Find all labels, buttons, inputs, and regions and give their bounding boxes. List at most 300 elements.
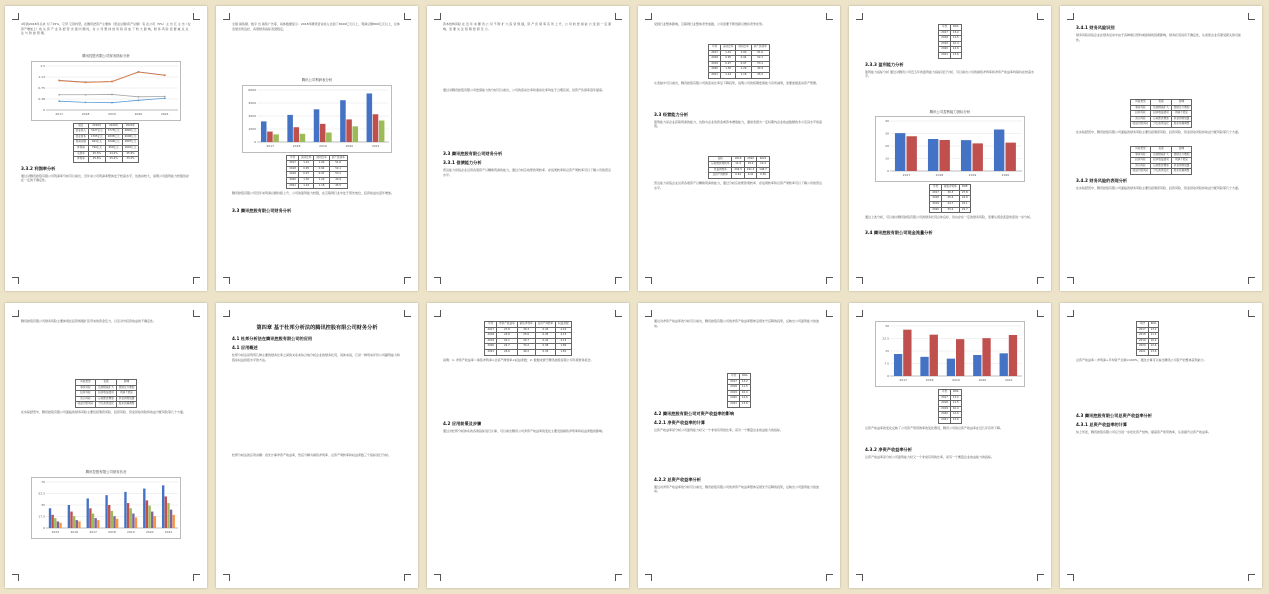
table-cell: 148.7 [757, 167, 769, 173]
table-cell: 0.43 [535, 327, 556, 333]
table-cell: 股东预期调整 [1171, 169, 1192, 175]
y-tick-label: 30 [885, 131, 889, 136]
y-tick-label: 4500 [248, 100, 256, 105]
bar [267, 131, 273, 141]
table-header-cell: 速动比率 [736, 45, 751, 51]
table-cell: 2020 [485, 344, 497, 350]
table-cell: 13.6 [739, 401, 750, 407]
table-cell: 收益分配风险 [75, 402, 96, 408]
table-header-cell: ROA [950, 390, 961, 396]
table-header-cell: 2020年 [122, 123, 139, 129]
table-header-cell: 表现 [1151, 100, 1172, 106]
y-tick-label: 40 [885, 119, 889, 124]
data-table [708, 44, 769, 79]
page-10 [638, 303, 840, 588]
bar [947, 359, 955, 376]
paragraph: 盈利能力指标分析 通过对腾讯公司近五年的盈利能力指标进行分析，可以看出公司的销售净利率和净资产收益率均保持在较高水平。 [865, 69, 1034, 79]
data-point [164, 95, 166, 97]
table-cell: 偿债压力增加 [1171, 152, 1192, 158]
table-cell: 51.6 [329, 161, 347, 167]
table-cell: 净利润 [73, 145, 88, 151]
y-tick-label: 20 [885, 144, 889, 149]
section-heading: 4.3.2 净资产收益率分析 [865, 446, 912, 452]
table-cell: 1.30 [720, 67, 735, 73]
table-cell: 52.1 [329, 166, 347, 172]
table-cell: 2021 [939, 417, 951, 423]
table-row [75, 402, 137, 408]
data-point [58, 100, 60, 102]
x-tick-label: 2021 [371, 143, 380, 148]
section-heading: 4.2 应用前景及步骤 [443, 420, 482, 426]
table-cell: 营运风险 [75, 396, 96, 402]
table-cell: 资金周转放缓 [1171, 116, 1192, 122]
table-cell: 25.6% [88, 157, 105, 163]
data-point [111, 80, 113, 82]
document-spread [5, 6, 1264, 588]
section-heading: 3.3 腾讯控股有限公司财务分析 [232, 208, 292, 214]
page-9 [427, 303, 629, 588]
table-cell: 13.6 [1148, 349, 1159, 355]
table-header-cell: 速动比率 [314, 155, 329, 161]
table-cell: 1.30 [298, 177, 313, 183]
bar [111, 510, 113, 527]
section-heading: 3.3.1 偿债能力分析 [443, 160, 482, 165]
x-tick-label: 2015 [51, 529, 60, 534]
table-cell: 24.8 [497, 333, 518, 339]
data-table [727, 373, 750, 408]
table-cell: 2017 [287, 161, 299, 167]
table-cell: 4820亿元 [122, 129, 139, 135]
bar [127, 503, 129, 528]
table-row [930, 201, 970, 207]
bar [173, 514, 175, 527]
table-cell: 45.5 [329, 183, 347, 189]
table-cell: 1.00 [314, 161, 329, 167]
x-tick-label: 2021 [160, 111, 169, 116]
table-header-cell: 总资产周转率 [535, 322, 556, 328]
paragraph: 财务风险是指企业在财务活动中由于各种难以预料或控制的因素影响，财务状况具有不确定性，从而使企业有蒙受损失的可能性。 [1076, 33, 1242, 42]
table-cell: 12.6 [1148, 344, 1159, 350]
bar [143, 488, 145, 527]
paragraph: 盈利能力是企业获取利润的能力，也称为企业的资金或资本增值能力，通常表现为一定时期内企业收益数额的多少及其水平的高低。 [654, 119, 823, 129]
table-cell: 2017 [1137, 327, 1149, 333]
x-tick-label: 2017 [89, 529, 97, 534]
paragraph: 营运能力是指企业运用各项资产以赚取利润的能力，通过分析应收账款周转率、存货周转率和总资产周转率可以了解公司的营运水平。 [443, 168, 612, 177]
bar [956, 339, 964, 376]
x-tick-label: 2020 [1001, 173, 1010, 178]
paragraph: 腾讯控股有限公司近年来利润总额持续上升，公司的盈利能力较强，在互联网行业中处于领先地位，投资收益也逐年增加。 [232, 191, 395, 196]
bar-chart-roa-roe [875, 321, 1025, 387]
table-header-cell: 表现 [1151, 146, 1172, 152]
table-cell: 2018 [485, 333, 497, 339]
table-cell: 2020 [930, 207, 942, 213]
y-tick-label: 1.5 [40, 63, 45, 68]
paragraph: 通过上述分析，可以看出腾讯控股有限公司的财务状况总体良好，但也存在一定的财务风险，需要从现金流量角度进一步分析。 [865, 215, 1034, 220]
paragraph: 综上所述，腾讯控股有限公司应当进一步优化资产结构，提高资产使用效率，从而提升总资产收益率。 [1076, 429, 1212, 434]
table-cell: 2017 [930, 190, 942, 196]
paragraph: 营运能力是指企业运用各项资产以赚取利润的能力，通过分析应收账款周转率、存货周转率和总资产周转率可以了解公司的营运水平。 [654, 180, 823, 190]
table-cell: 2.10 [556, 327, 571, 333]
table-cell: 44.9 [751, 67, 769, 73]
y-tick-label: 0 [43, 525, 45, 530]
table-cell: 2019 [939, 41, 951, 47]
y-tick-label: 52.5 [38, 491, 45, 496]
data-point [58, 79, 60, 81]
table-header-cell: 年份 [485, 322, 497, 328]
table-cell: 1.18 [736, 72, 751, 78]
table-cell: 应收账款增加 [96, 396, 117, 402]
table-header-cell: ROA [739, 374, 750, 380]
bar [373, 114, 379, 142]
table-cell: 营业收入 [73, 129, 88, 135]
table-cell: 存货周转率 [709, 167, 732, 173]
bar [132, 513, 134, 527]
bar [973, 144, 983, 172]
paragraph: 通过对净资产收益率的分析可以看出，腾讯控股有限公司的净资产收益率整体呈现先升后降的趋势，反映出公司盈利能力的波动。 [654, 319, 820, 328]
table-header-cell: 表现 [96, 380, 117, 386]
table-header-row [1130, 146, 1192, 152]
bar [124, 491, 126, 527]
table-header-cell: 指标 [709, 156, 732, 162]
bar [146, 500, 148, 528]
table-cell: 0.95 [720, 56, 735, 62]
table-cell: 投资收益波动 [1151, 111, 1172, 117]
table-cell: 2017 [709, 50, 721, 56]
table-cell: 1.01 [298, 161, 313, 167]
table-cell: 2018 [709, 56, 721, 62]
table-row [75, 391, 137, 397]
table-cell: 2.15 [556, 333, 571, 339]
table-header-cell: 资产负债率 [751, 45, 769, 51]
x-tick-label: 2019 [968, 173, 977, 178]
data-point [58, 93, 60, 95]
section-heading: 3.3 经营能力分析 [654, 111, 689, 117]
bar [78, 521, 80, 528]
page-6 [1060, 6, 1262, 291]
table-row [1130, 105, 1192, 111]
table-cell: 1096亿元 [105, 140, 122, 146]
table-cell: 应收账款增加 [1151, 116, 1172, 122]
table-cell: 2020 [728, 396, 740, 402]
x-tick-label: 2017 [55, 111, 64, 116]
table-cell: 2017 [939, 395, 951, 401]
table-cell: 2020 [1137, 344, 1149, 350]
table-cell: 股东预期调整 [116, 402, 137, 408]
table-cell: 204.5 [732, 167, 744, 173]
chart-title: 腾讯控股有限公司财务状况 [85, 469, 127, 474]
table-cell: 筹资风险 [1130, 105, 1151, 111]
bar [87, 498, 89, 528]
bar [162, 485, 164, 528]
data-table [1130, 99, 1193, 128]
table-cell: 0.34 [535, 349, 556, 355]
table-row [73, 157, 139, 163]
section-heading: 4.2.1 净资产收益率的计算 [654, 419, 706, 425]
table-header-cell: 净资产收益率 [497, 322, 518, 328]
y-tick-label: 3000 [248, 113, 256, 118]
y-tick-label: 6000 [248, 87, 256, 92]
section-heading: 4.2 腾讯控股有限公司对资产收益率的影响 [654, 410, 735, 416]
chart-title: 腾讯控股有限公司财务指标分析 [82, 54, 130, 58]
x-tick-label: 2021 [1004, 378, 1013, 382]
bar [261, 121, 267, 142]
table-cell: 1.19 [298, 183, 313, 189]
data-point [138, 95, 140, 97]
bar [68, 505, 70, 528]
bar [973, 355, 981, 376]
bar [907, 136, 917, 171]
table-row [1130, 163, 1192, 169]
page-12 [1060, 303, 1262, 588]
table-header-cell: 风险类型 [1130, 100, 1151, 106]
bar [167, 503, 169, 528]
table-row [1130, 122, 1192, 128]
data-point [85, 81, 87, 83]
table-cell: 2019 [287, 172, 299, 178]
table-header-cell: 流动比率 [298, 155, 313, 161]
table-cell: 10.4 [739, 390, 750, 396]
table-cell: 53.1 [329, 172, 347, 178]
paragraph: 杜邦分析法是利用几种主要的财务比率之间的关系来综合地分析企业的财务状况，具体来说，它是一种用来评价公司赢利能力和股东权益回报水平的方法。 [232, 353, 401, 362]
table-cell: 利润不稳定 [1171, 158, 1192, 164]
y-tick-label: 7.5 [884, 361, 889, 366]
table-cell: 24.6 [497, 349, 518, 355]
paragraph: 在实际经营中，腾讯控股有限公司面临的财务风险主要包括筹资风险、投资风险、资金回收风险和收益分配风险等几个方面。 [1076, 185, 1242, 190]
x-tick-label: 2018 [108, 529, 116, 534]
paragraph: 全国 销售额、数字 出 销售广告等，具体数据显示：2018年腾讯营业收入达到了3000亿元以上，利润总额800亿元以上，总体发展态势良好，各项财务指标表现稳定。 [232, 22, 400, 31]
table-cell: 2.13 [556, 338, 571, 344]
table-cell: 22.7 [497, 344, 518, 350]
y-tick-label: 15 [885, 349, 889, 353]
table-cell: 筹资风险 [1130, 152, 1151, 158]
table-cell: 2095亿元 [105, 134, 122, 140]
table-cell: 27.8 [959, 190, 970, 196]
data-table [929, 184, 970, 213]
table-cell: 22.1 [959, 201, 970, 207]
bar [76, 520, 78, 528]
y-tick-label: 17.5 [38, 514, 45, 519]
table-row [709, 167, 769, 173]
table-header-cell: 年份 [728, 374, 740, 380]
x-tick-label: 2020 [345, 143, 354, 148]
table-row [1130, 169, 1192, 175]
table-header-row [930, 185, 970, 191]
bar [1006, 143, 1016, 171]
table-header-cell: 年份 [709, 45, 721, 51]
table-row [728, 401, 750, 407]
bar [300, 133, 306, 141]
section-heading: 3.4.2 财务风险的表现分析 [1076, 177, 1128, 183]
page-3 [427, 6, 629, 291]
paragraph: 总资产收益率＝净利润÷平均资产总额×100%，通过计算可以看出腾讯公司资产的整体获利能力。 [1076, 357, 1207, 362]
bar [105, 495, 107, 528]
table-row [930, 190, 970, 196]
data-table [75, 379, 138, 408]
bar [320, 123, 326, 141]
bar [294, 127, 300, 142]
y-tick-label: 1500 [248, 126, 256, 131]
x-tick-label: 2020 [145, 529, 154, 534]
bar [154, 516, 156, 528]
table-cell: 10.4 [1148, 338, 1159, 344]
table-cell: 分红政策变化 [1151, 169, 1172, 175]
table-row [1137, 349, 1159, 355]
table-cell: 1705亿元 [88, 134, 105, 140]
data-table [73, 123, 140, 163]
table-header-cell: 2020 [744, 156, 756, 162]
table-cell: 1.18 [314, 183, 329, 189]
table-cell: 44.9 [329, 177, 347, 183]
table-cell: 利润不稳定 [116, 391, 137, 397]
x-tick-label: 2017 [902, 173, 911, 178]
table-cell: 2018 [287, 166, 299, 172]
data-table [1136, 321, 1159, 356]
table-cell: 25.6 [517, 333, 535, 339]
chart-title: 腾讯公司盈利能力指标分析 [929, 109, 971, 114]
bar [895, 133, 905, 171]
table-cell: 13.6 [950, 52, 961, 58]
data-table [938, 24, 961, 59]
bar [961, 140, 971, 171]
x-tick-label: 2019 [108, 111, 116, 116]
bar [928, 139, 938, 171]
table-cell: 2020 [287, 177, 299, 183]
table-cell: 30.3 [941, 190, 959, 196]
table-header-cell: 2018年 [88, 123, 105, 129]
table-cell: 27.8 [497, 327, 518, 333]
table-row [930, 207, 970, 213]
table-cell: 营运风险 [1130, 163, 1151, 169]
table-cell: 53.1 [751, 61, 769, 67]
paragraph: 杜邦分析法的应用步骤：首先计算净资产收益率，然后分解为销售净利率、总资产周转率和权益乘数三个指标进行分析。 [232, 453, 392, 457]
table-cell: 负债规模扩大 [96, 385, 117, 391]
table-cell: 0.41 [744, 173, 756, 179]
table-cell: 利润不稳定 [1171, 111, 1192, 117]
table-cell: 11.9 [732, 162, 744, 168]
data-point [111, 93, 113, 95]
table-cell: 偿债压力增加 [116, 385, 137, 391]
table-cell: 2019 [709, 61, 721, 67]
table-header-row [1130, 100, 1192, 106]
page-11 [849, 303, 1051, 588]
paragraph: 资本结构风险 在 近 年 来 腾 讯 公 司 不 断 扩 大 投 资 规 模，资 产 负 债 率 有 所 上 升，公 司 的 偿 债 能 力 受 到 一 定 影 响，需 要 关 注 短 期 偿 债 压 力。 [443, 22, 612, 31]
table-row [75, 385, 137, 391]
bar [97, 520, 99, 528]
table-cell: 总资产周转率 [709, 173, 732, 179]
data-table [484, 321, 571, 356]
bar [92, 513, 94, 527]
data-point [111, 101, 113, 103]
table-cell: 44.4% [105, 151, 122, 157]
y-tick-label: 0 [887, 374, 889, 378]
x-tick-label: 2017 [899, 378, 908, 382]
x-tick-label: 2019 [127, 529, 135, 534]
page-7 [5, 303, 207, 588]
section-heading: 3.3.2 利润率分析 [21, 165, 56, 171]
table-cell: 投资风险 [75, 391, 96, 397]
bar [49, 508, 51, 528]
y-tick-label: 1.13 [38, 74, 45, 79]
section-heading: 4.3 腾讯控股有限公司总资产收益率分析 [1076, 412, 1152, 418]
table-header-cell: 影响 [1171, 100, 1192, 106]
bar [326, 132, 332, 141]
y-tick-label: 22.5 [882, 336, 889, 341]
data-point [164, 97, 166, 99]
bar [59, 522, 61, 527]
bar [314, 109, 320, 142]
table-cell: 22.7 [959, 207, 970, 213]
bar [94, 518, 96, 528]
bar [920, 357, 928, 376]
y-tick-label: 10 [885, 156, 889, 161]
table-cell: 13.2 [950, 30, 961, 36]
chart-title: 腾讯公司利润表分析 [301, 78, 333, 82]
table-cell: 1.80 [556, 344, 571, 350]
data-table [1130, 146, 1193, 175]
table-cell: 51.6 [751, 50, 769, 56]
table-cell: 投资收益波动 [1151, 158, 1172, 164]
table-header-cell: 影响 [1171, 146, 1192, 152]
table-cell: 13.2 [1148, 327, 1159, 333]
table-cell: 3127亿元 [88, 129, 105, 135]
table-cell: 13.2 [950, 395, 961, 401]
table-cell: 12.6 [950, 47, 961, 53]
table-cell: 应收账款增加 [1151, 163, 1172, 169]
table-row [1130, 111, 1192, 117]
table-cell: 11.5 [1148, 333, 1159, 339]
table-cell: 0.45 [535, 333, 556, 339]
bar [352, 126, 358, 142]
section-heading: 3.4 腾讯控股有限公司现金流量分析 [865, 230, 933, 236]
table-cell: 收益分配风险 [1130, 169, 1151, 175]
table-cell: 10.4 [950, 41, 961, 47]
table-row [930, 196, 970, 202]
section-heading: 3.3.3 盈利能力分析 [865, 61, 904, 67]
table-cell: 0.95 [298, 166, 313, 172]
table-cell: 13.6 [950, 417, 961, 423]
table-row [485, 349, 571, 355]
bar [108, 505, 110, 528]
section-heading: 4.1 应用概述 [232, 345, 258, 350]
bar [148, 505, 150, 527]
table-cell: 2019 [1137, 338, 1149, 344]
x-tick-label: 2019 [952, 378, 960, 382]
table-cell: 0.97 [298, 172, 313, 178]
table-cell: 2020 [939, 47, 951, 53]
table-cell: 0.97 [314, 172, 329, 178]
table-cell: 2018 [930, 196, 942, 202]
table-header-cell: 2021 [757, 156, 769, 162]
table-cell: 0.94 [736, 56, 751, 62]
paragraph: 腾讯控股有限公司财务风险主要体现在投资规模扩张带来的资金压力，以及对外投资收益的不确定性。 [21, 319, 157, 323]
data-point [138, 71, 140, 73]
bar [113, 516, 115, 528]
bar [982, 338, 990, 376]
table-row [939, 52, 961, 58]
paragraph: 在实际经营中，腾讯控股有限公司面临的财务风险主要包括筹资风险、投资风险、资金回收风险和收益分配风险等几个方面。 [1076, 129, 1242, 134]
table-cell: 25.4% [105, 157, 122, 163]
table-cell: 毛利率 [73, 151, 88, 157]
data-point [85, 93, 87, 95]
table-header-cell: 权益乘数 [556, 322, 571, 328]
x-tick-label: 2020 [134, 111, 143, 116]
page-1 [5, 6, 207, 291]
table-cell: 资金周转放缓 [116, 396, 137, 402]
table-cell: 943亿元 [88, 140, 105, 146]
table-cell: 2017 [728, 379, 740, 385]
table-cell: 25.6 [941, 196, 959, 202]
table-row [709, 72, 769, 78]
